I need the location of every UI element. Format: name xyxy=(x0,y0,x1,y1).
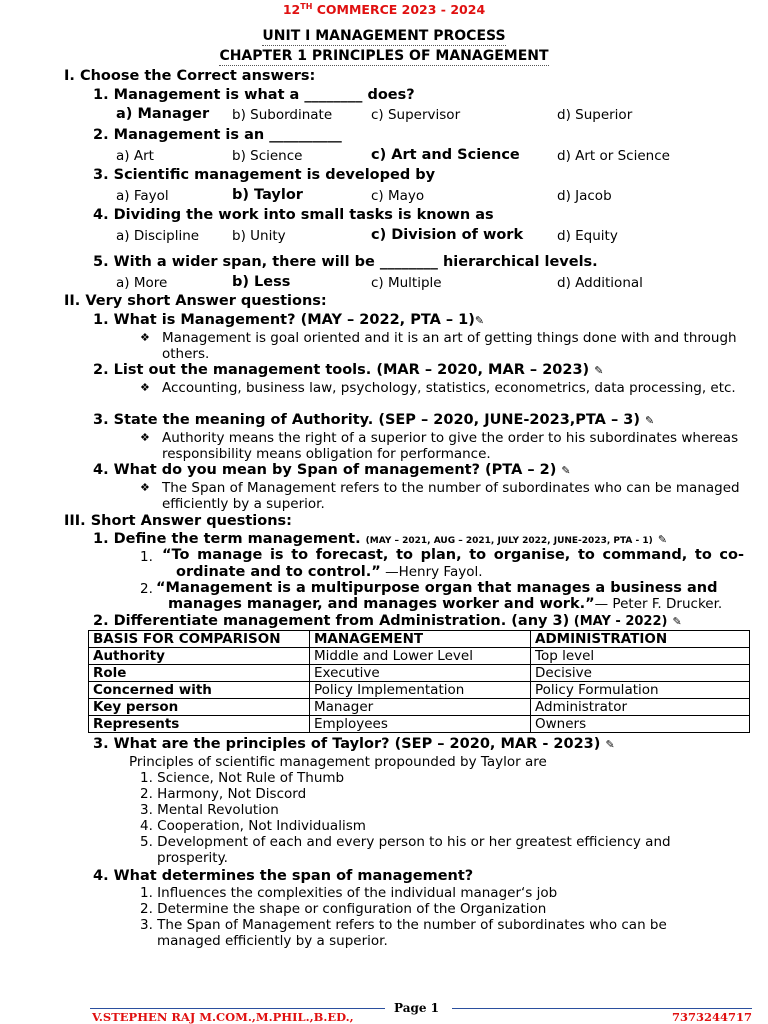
table-cell: Policy Implementation xyxy=(310,682,531,699)
mcq-3-question: 3. Scientific management is developed by xyxy=(93,167,436,183)
mcq-1-option-b: b) Subordinate xyxy=(232,107,333,123)
footer-author: V.STEPHEN RAJ M.COM.,M.PHIL.,B.ED., xyxy=(92,1010,354,1024)
table-cell: Owners xyxy=(531,716,750,733)
diamond-bullet-icon: ❖ xyxy=(140,331,150,344)
section-2-heading: II. Very short Answer questions: xyxy=(64,293,327,309)
vsa-2-answer: ❖ Accounting, business law, psychology, statistics, econometrics, data processing, etc. xyxy=(140,380,736,396)
table-cell: Decisive xyxy=(531,665,750,682)
definition-1-number: 1. xyxy=(140,549,153,565)
table-cell: Role xyxy=(89,665,310,682)
table-row xyxy=(89,699,750,716)
table-header-cell: MANAGEMENT xyxy=(310,631,531,648)
table-cell: Key person xyxy=(89,699,310,716)
table-cell: Concerned with xyxy=(89,682,310,699)
vsa-3-answer: ❖ Authority means the right of a superior to give the order to his subordinates whereas responsibility means obligation for performance. xyxy=(140,430,739,462)
mcq-1-option-c: c) Supervisor xyxy=(371,107,461,123)
vsa-4-question: 4. What do you mean by Span of management? (PTA – 2) ✎ xyxy=(93,462,571,478)
table-cell: Manager xyxy=(310,699,531,716)
mcq-3-option-d: d) Jacob xyxy=(557,188,612,204)
list-item: 3. The Span of Management refers to the number of subordinates who can be xyxy=(140,917,667,933)
list-item-continuation: prosperity. xyxy=(157,850,228,866)
pencil-icon: ✎ xyxy=(645,414,655,427)
table-header-row xyxy=(89,631,750,648)
mcq-1-option-d: d) Superior xyxy=(557,107,633,123)
footer-phone: 7373244717 xyxy=(672,1010,753,1024)
list-item: 5. Development of each and every person to his or her greatest efficiency and xyxy=(140,834,671,850)
mcq-4-option-a: a) Discipline xyxy=(116,228,200,244)
table-cell: Authority xyxy=(89,648,310,665)
table-cell: Executive xyxy=(310,665,531,682)
list-item: 2. Harmony, Not Discord xyxy=(140,786,307,802)
footer-divider-right xyxy=(452,1008,752,1009)
table-cell: Employees xyxy=(310,716,531,733)
mcq-2-option-a: a) Art xyxy=(116,148,154,164)
table-row xyxy=(89,665,750,682)
section-3-heading: III. Short Answer questions: xyxy=(64,513,292,529)
table-cell: Represents xyxy=(89,716,310,733)
mcq-5-option-d: d) Additional xyxy=(557,275,643,291)
table-cell: Middle and Lower Level xyxy=(310,648,531,665)
mcq-2-option-c: c) Art and Science xyxy=(371,147,520,163)
footer-divider-left xyxy=(90,1008,385,1009)
pencil-icon: ✎ xyxy=(594,364,604,377)
mcq-2-option-d: d) Art or Science xyxy=(557,148,670,164)
page-header: 12TH COMMERCE 2023 - 2024 xyxy=(282,2,486,18)
mcq-4-option-c: c) Division of work xyxy=(371,227,524,243)
chapter-title: CHAPTER 1 PRINCIPLES OF MANAGEMENT xyxy=(219,48,549,64)
mcq-3-option-b: b) Taylor xyxy=(232,187,303,203)
list-item: 1. Science, Not Rule of Thumb xyxy=(140,770,345,786)
mcq-3-option-a: a) Fayol xyxy=(116,188,169,204)
definition-1-quote-line-2: ordinate and to control.” —Henry Fayol. xyxy=(176,564,483,580)
pencil-icon: ✎ xyxy=(605,738,615,751)
mcq-4-question: 4. Dividing the work into small tasks is known as xyxy=(93,207,494,223)
mcq-2-option-b: b) Science xyxy=(232,148,303,164)
mcq-5-option-b: b) Less xyxy=(232,274,291,290)
list-item: 1. Influences the complexities of the individual manager‘s job xyxy=(140,885,558,901)
definition-2-number: 2. xyxy=(140,581,153,597)
list-item: 4. Cooperation, Not Individualism xyxy=(140,818,366,834)
pencil-icon: ✎ xyxy=(474,314,485,327)
mcq-1-question: 1. Management is what a ________ does? xyxy=(93,87,415,103)
mcq-4-option-d: d) Equity xyxy=(557,228,618,244)
list-item: 2. Determine the shape or configuration of the Organization xyxy=(140,901,547,917)
vsa-4-answer: ❖ The Span of Management refers to the number of subordinates who can be managed efficiently by a superior. xyxy=(140,480,740,512)
mcq-4-option-b: b) Unity xyxy=(232,228,286,244)
vsa-2-question: 2. List out the management tools. (MAR – 2020, MAR – 2023) ✎ xyxy=(93,362,604,378)
definition-2-quote-line-1: “Management is a multipurpose organ that manages a business and xyxy=(156,580,718,596)
table-row xyxy=(89,648,750,665)
page-number: Page 1 xyxy=(394,1001,440,1015)
sa-4-question: 4. What determines the span of management? xyxy=(93,868,474,884)
pencil-icon: ✎ xyxy=(672,615,682,628)
pencil-icon: ✎ xyxy=(657,533,668,546)
table-cell: Top level xyxy=(531,648,750,665)
diamond-bullet-icon: ❖ xyxy=(140,381,150,394)
sa-3-question: 3. What are the principles of Taylor? (SEP – 2020, MAR - 2023) ✎ xyxy=(93,736,615,752)
list-item-continuation: managed efficiently by a superior. xyxy=(157,933,388,949)
comparison-table xyxy=(88,630,750,733)
unit-title: UNIT I MANAGEMENT PROCESS xyxy=(262,28,506,44)
table-cell: Policy Formulation xyxy=(531,682,750,699)
list-item: 3. Mental Revolution xyxy=(140,802,279,818)
sa-1-question: 1. Define the term management. (MAY – 2021, AUG – 2021, JULY 2022, JUNE-2023, PTA - 1) ✎ xyxy=(93,531,668,547)
table-row xyxy=(89,716,750,733)
table-cell: Administrator xyxy=(531,699,750,716)
table-header-cell: ADMINISTRATION xyxy=(531,631,750,648)
definition-2-quote-line-2: manages manager, and manages worker and work.”— Peter F. Drucker. xyxy=(168,596,723,612)
vsa-1-answer: ❖ Management is goal oriented and it is an art of getting things done with and through others. xyxy=(140,330,737,362)
mcq-1-option-a: a) Manager xyxy=(116,106,210,122)
section-1-heading: I. Choose the Correct answers: xyxy=(64,68,316,84)
mcq-5-option-a: a) More xyxy=(116,275,168,291)
mcq-2-question: 2. Management is an __________ xyxy=(93,127,342,143)
table-header-cell: BASIS FOR COMPARISON xyxy=(89,631,310,648)
diamond-bullet-icon: ❖ xyxy=(140,481,150,494)
mcq-3-option-c: c) Mayo xyxy=(371,188,425,204)
sa-2-question: 2. Differentiate management from Administration. (any 3) (MAY - 2022) ✎ xyxy=(93,613,682,629)
vsa-1-question: 1. What is Management? (MAY – 2022, PTA – 1)✎ xyxy=(93,312,485,328)
pencil-icon: ✎ xyxy=(561,464,571,477)
mcq-5-option-c: c) Multiple xyxy=(371,275,442,291)
diamond-bullet-icon: ❖ xyxy=(140,431,150,444)
vsa-3-question: 3. State the meaning of Authority. (SEP – 2020, JUNE-2023,PTA – 3) ✎ xyxy=(93,412,655,428)
definition-1-quote-line-1: “To manage is to forecast, to plan, to organise, to command, to co- xyxy=(162,547,744,563)
taylor-intro: Principles of scientific management propounded by Taylor are xyxy=(129,754,547,770)
table-row xyxy=(89,682,750,699)
mcq-5-question: 5. With a wider span, there will be ________ hierarchical levels. xyxy=(93,254,598,270)
